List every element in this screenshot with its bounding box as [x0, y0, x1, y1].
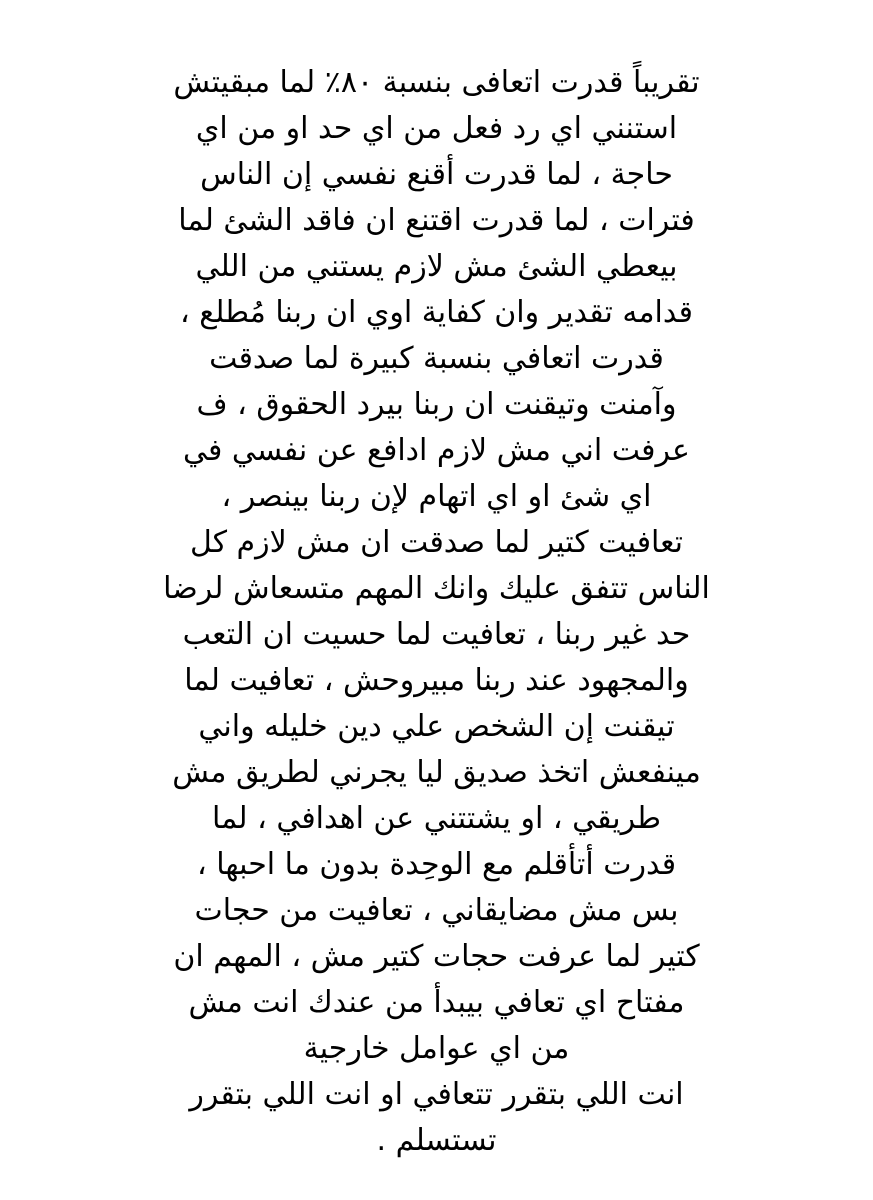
text-line: بيعطي الشئ مش لازم يستني من اللي: [195, 249, 678, 284]
text-line: بس مش مضايقاني ، تعافيت من حجات: [194, 893, 679, 928]
text-line: حاجة ، لما قدرت أقنع نفسي إن الناس: [200, 157, 673, 192]
text-line: عرفت اني مش لازم ادافع عن نفسي في: [183, 433, 690, 468]
text-line: قدرت اتعافي بنسبة كبيرة لما صدقت: [209, 341, 664, 376]
text-line: تقريباً قدرت اتعافى بنسبة ٨٠٪ لما مبقيتش: [173, 65, 700, 100]
text-line: اي شئ او اي اتهام لإن ربنا بينصر ،: [221, 479, 652, 514]
text-line: فترات ، لما قدرت اقتنع ان فاقد الشئ لما: [178, 203, 695, 238]
text-line: مفتاح اي تعافي بيبدأ من عندك انت مش: [188, 985, 685, 1020]
text-line: كتير لما عرفت حجات كتير مش ، المهم ان: [173, 939, 700, 974]
text-line: قدامه تقدير وان كفاية اوي ان ربنا مُطلع ،: [180, 295, 693, 330]
text-line: حد غير ربنا ، تعافيت لما حسيت ان التعب: [182, 617, 691, 652]
text-line: من اي عوامل خارجية: [303, 1031, 570, 1066]
text-line: والمجهود عند ربنا مبيروحش ، تعافيت لما: [184, 663, 689, 698]
text-line: انت اللي بتقرر تتعافي او انت اللي بتقرر: [189, 1077, 684, 1112]
text-line: وآمنت وتيقنت ان ربنا بيرد الحقوق ، ف: [196, 387, 677, 422]
arabic-text-block: [120, 60, 753, 1164]
text-line: تستسلم .: [376, 1123, 497, 1158]
text-line: طريقي ، او يشتتني عن اهدافي ، لما: [211, 801, 662, 836]
text-line: استنني اي رد فعل من اي حد او من اي: [195, 111, 678, 146]
text-line: تعافيت كتير لما صدقت ان مش لازم كل: [189, 525, 683, 560]
text-line: مينفعش اتخذ صديق ليا يجرني لطريق مش: [172, 755, 701, 790]
text-line: الناس تتفق عليك وانك المهم متسعاش لرضا: [163, 571, 710, 606]
text-line: قدرت أتأقلم مع الوحِدة بدون ما احبها ،: [196, 847, 677, 882]
text-line: تيقنت إن الشخص علي دين خليله واني: [198, 709, 675, 744]
